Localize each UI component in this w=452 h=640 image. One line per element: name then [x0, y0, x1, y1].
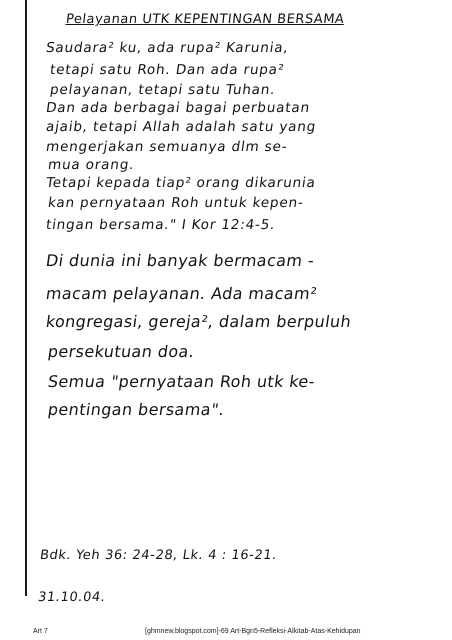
- text-line-13: kongregasi, gereja², dalam berpuluh: [44, 312, 353, 331]
- text-line-16: pentingan bersama".: [46, 400, 226, 419]
- text-line-15: Semua "pernyataan Roh utk ke-: [46, 372, 317, 391]
- page-footer: [0, 600, 452, 640]
- text-line-11: Di dunia ini banyak bermacam -: [44, 251, 316, 270]
- page-number: Art 7: [33, 628, 48, 635]
- bible-reference: Bdk. Yeh 36: 24-28, Lk. 4 : 16-21.: [38, 548, 278, 563]
- page-left-border: [25, 0, 27, 596]
- text-line-2: tetapi satu Roh. Dan ada rupa²: [48, 62, 286, 78]
- text-line-3: pelayanan, tetapi satu Tuhan.: [48, 82, 277, 98]
- text-line-8: Tetapi kepada tiap² orang dikarunia: [44, 175, 317, 191]
- text-line-5: ajaib, tetapi Allah adalah satu yang: [44, 119, 318, 135]
- text-line-10: tingan bersama." I Kor 12:4-5.: [44, 217, 277, 233]
- text-line-9: kan pernyataan Roh untuk kepen-: [46, 195, 305, 211]
- note-date: 31.10.04.: [36, 590, 107, 605]
- text-line-4: Dan ada berbagai bagai perbuatan: [44, 100, 312, 116]
- source-credit: [ghmnew.blogspot.com]-69 Art-Bgn5-Refleksi-Alkitab-Atas-Kehidupan: [145, 628, 361, 635]
- text-line-1: Saudara² ku, ada rupa² Karunia,: [44, 40, 290, 56]
- text-line-12: macam pelayanan. Ada macam²: [44, 284, 319, 303]
- text-line-6: mengerjakan semuanya dlm se-: [44, 139, 289, 155]
- note-title: Pelayanan UTK KEPENTINGAN BERSAMA: [65, 12, 346, 27]
- text-line-14: persekutuan doa.: [46, 342, 196, 361]
- text-line-7: mua orang.: [46, 157, 136, 173]
